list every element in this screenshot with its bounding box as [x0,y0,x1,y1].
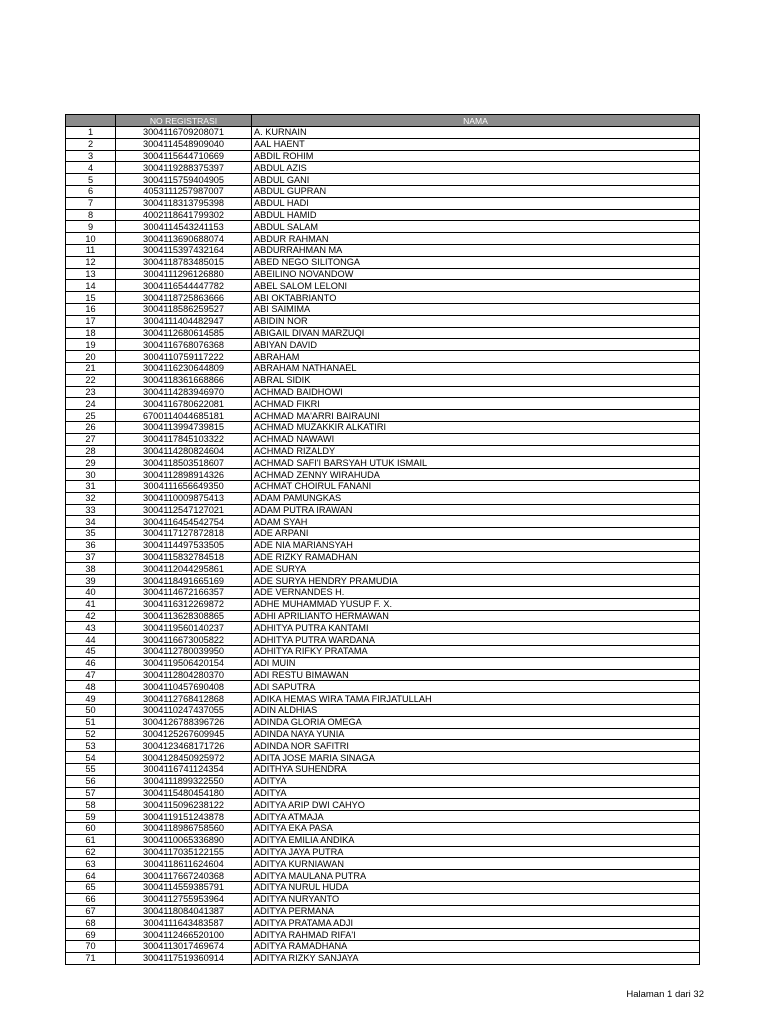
table-row [66,162,700,174]
name-cell: ADE VERNANDES H. [252,587,700,599]
table-row [66,882,700,894]
row-number: 63 [66,858,116,870]
table-row [66,811,700,823]
name-cell: ADITYA RAHMAD RIFA'I [252,929,700,941]
page-number: Halaman 1 dari 32 [626,989,704,1000]
registration-number: 3004119506420154 [116,657,252,669]
registration-number: 3004117035122155 [116,846,252,858]
table-row [66,551,700,563]
registration-number: 3004116780622081 [116,398,252,410]
row-number: 70 [66,940,116,952]
registration-number: 3004118084041387 [116,905,252,917]
table-row [66,256,700,268]
name-cell: ABED NEGO SILITONGA [252,256,700,268]
row-number: 40 [66,587,116,599]
registration-number: 3004112680614585 [116,327,252,339]
row-number: 11 [66,244,116,256]
row-number: 1 [66,127,116,139]
row-number: 43 [66,622,116,634]
row-number: 33 [66,504,116,516]
name-cell: ADITYA KURNIAWAN [252,858,700,870]
row-number: 4 [66,162,116,174]
name-cell: ABRAHAM [252,351,700,363]
table-row [66,421,700,433]
table-body [66,127,700,965]
registration-number: 3004117519360914 [116,952,252,964]
header-row [66,115,700,127]
name-cell: ACHMAD FIKRI [252,398,700,410]
table-row [66,646,700,658]
registration-number: 3004116230644809 [116,362,252,374]
registration-number: 3004116673005822 [116,634,252,646]
registration-number: 3004114283946970 [116,386,252,398]
table-row [66,233,700,245]
registration-number: 4053111257987007 [116,185,252,197]
table-row [66,940,700,952]
row-number: 45 [66,646,116,658]
row-number: 68 [66,917,116,929]
registration-number: 3004118611624604 [116,858,252,870]
name-cell: ADAM PAMUNGKAS [252,492,700,504]
name-cell: ADHITYA PUTRA KANTAMI [252,622,700,634]
table-row [66,528,700,540]
row-number: 32 [66,492,116,504]
table-row [66,197,700,209]
row-number: 27 [66,433,116,445]
table-row [66,504,700,516]
registration-number: 3004112466520100 [116,929,252,941]
registration-number: 3004110009875413 [116,492,252,504]
table-row [66,539,700,551]
registration-number: 3004118503518607 [116,457,252,469]
row-number: 18 [66,327,116,339]
row-number: 5 [66,174,116,186]
name-cell: ABRAL SIDIK [252,374,700,386]
table-row [66,598,700,610]
table-row [66,469,700,481]
table-row [66,740,700,752]
name-cell: ADINDA GLORIA OMEGA [252,716,700,728]
registration-number: 3004114497533505 [116,539,252,551]
table-row [66,846,700,858]
row-number: 21 [66,362,116,374]
table-row [66,587,700,599]
registration-number: 6700114044685181 [116,410,252,422]
table-row [66,386,700,398]
name-cell: ADITYA EMILIA ANDIKA [252,834,700,846]
table-row [66,303,700,315]
row-number: 56 [66,775,116,787]
name-cell: ADAM PUTRA IRAWAN [252,504,700,516]
registration-number: 3004110759117222 [116,351,252,363]
table-row [66,728,700,740]
name-cell: ABI SAIMIMA [252,303,700,315]
row-number: 8 [66,209,116,221]
row-number: 6 [66,185,116,197]
table-row [66,127,700,139]
registration-number: 3004126788396726 [116,716,252,728]
table-row [66,917,700,929]
name-cell: ABDUL AZIS [252,162,700,174]
name-cell: ADE ARPANI [252,528,700,540]
registration-number: 3004115644710669 [116,150,252,162]
row-number: 23 [66,386,116,398]
registration-number: 3004111296126880 [116,268,252,280]
name-cell: ADE SURYA [252,563,700,575]
registration-number: 3004112755953964 [116,893,252,905]
table-row [66,858,700,870]
table-row [66,280,700,292]
row-number: 35 [66,528,116,540]
row-number: 52 [66,728,116,740]
name-cell: ADHITYA PUTRA WARDANA [252,634,700,646]
name-cell: ACHMAD MA'ARRI BAIRAUNI [252,410,700,422]
row-number: 49 [66,693,116,705]
name-cell: ADI RESTU BIMAWAN [252,669,700,681]
row-number: 3 [66,150,116,162]
table-row [66,315,700,327]
registration-table [65,114,700,965]
registration-number: 3004117667240368 [116,870,252,882]
registration-number: 3004119288375397 [116,162,252,174]
registration-number: 3004110457690408 [116,681,252,693]
table-row [66,823,700,835]
registration-number: 3004116454542754 [116,516,252,528]
name-cell: ACHMAT CHOIRUL FANANI [252,480,700,492]
name-cell: ABDURRAHMAN MA [252,244,700,256]
registration-number: 3004118783485015 [116,256,252,268]
row-number: 17 [66,315,116,327]
table-row [66,834,700,846]
table-row [66,209,700,221]
row-number: 57 [66,787,116,799]
name-cell: ADITYA ATMAJA [252,811,700,823]
row-number: 37 [66,551,116,563]
registration-number: 3004118313795398 [116,197,252,209]
name-cell: A. KURNAIN [252,127,700,139]
registration-number: 3004117127872818 [116,528,252,540]
registration-number: 3004123468171726 [116,740,252,752]
table-row [66,929,700,941]
row-number: 31 [66,480,116,492]
registration-number: 3004113628308865 [116,610,252,622]
name-cell: ABDUL HADI [252,197,700,209]
name-cell: ADITYA JAYA PUTRA [252,846,700,858]
name-cell: ABDIL ROHIM [252,150,700,162]
registration-number: 3004112804280370 [116,669,252,681]
row-number: 26 [66,421,116,433]
registration-number: 3004115096238122 [116,799,252,811]
table-row [66,905,700,917]
name-cell: ADHITYA RIFKY PRATAMA [252,646,700,658]
name-cell: ADHE MUHAMMAD YUSUP F. X. [252,598,700,610]
registration-number: 3004118491665169 [116,575,252,587]
table-row [66,799,700,811]
row-number: 24 [66,398,116,410]
table-row [66,433,700,445]
name-cell: ACHMAD MUZAKKIR ALKATIRI [252,421,700,433]
registration-number: 3004111643483587 [116,917,252,929]
row-number: 71 [66,952,116,964]
name-cell: ACHMAD ZENNY WIRAHUDA [252,469,700,481]
table-row [66,622,700,634]
row-number: 44 [66,634,116,646]
row-number: 12 [66,256,116,268]
row-number: 69 [66,929,116,941]
table-row [66,327,700,339]
table-row [66,362,700,374]
table-row [66,705,700,717]
header-no-registrasi: NO REGISTRASI [116,115,252,127]
row-number: 19 [66,339,116,351]
registration-number: 3004114543241153 [116,221,252,233]
name-cell: ADITHYA SUHENDRA [252,764,700,776]
name-cell: ABIYAN DAVID [252,339,700,351]
name-cell: ACHMAD BAIDHOWI [252,386,700,398]
table-row [66,185,700,197]
registration-number: 3004116312269872 [116,598,252,610]
row-number: 7 [66,197,116,209]
row-number: 39 [66,575,116,587]
table-row [66,575,700,587]
registration-number: 3004116741124354 [116,764,252,776]
table-row [66,138,700,150]
name-cell: ACHMAD RIZALDY [252,445,700,457]
table-row [66,268,700,280]
table-row [66,516,700,528]
row-number: 38 [66,563,116,575]
table-row [66,775,700,787]
table-row [66,752,700,764]
registration-number: 3004118986758560 [116,823,252,835]
table-row [66,398,700,410]
table-row [66,174,700,186]
registration-number: 3004110247437055 [116,705,252,717]
row-number: 50 [66,705,116,717]
registration-number: 3004115480454180 [116,787,252,799]
row-number: 2 [66,138,116,150]
registration-number: 3004117845103322 [116,433,252,445]
name-cell: ADITYA EKA PASA [252,823,700,835]
row-number: 55 [66,764,116,776]
name-cell: ADITYA RIZKY SANJAYA [252,952,700,964]
row-number: 20 [66,351,116,363]
name-cell: ADITYA RAMADHANA [252,940,700,952]
table-row [66,374,700,386]
registration-number: 3004112898914326 [116,469,252,481]
row-number: 60 [66,823,116,835]
row-number: 36 [66,539,116,551]
name-cell: ADITYA PERMANA [252,905,700,917]
row-number: 48 [66,681,116,693]
table-row [66,339,700,351]
registration-number: 3004118586259527 [116,303,252,315]
name-cell: ABEL SALOM LELONI [252,280,700,292]
name-cell: ADINDA NOR SAFITRI [252,740,700,752]
row-number: 61 [66,834,116,846]
table-row [66,221,700,233]
table-row [66,952,700,964]
registration-number: 3004112780039950 [116,646,252,658]
table-row [66,563,700,575]
name-cell: ADI MUIN [252,657,700,669]
table-row [66,693,700,705]
row-number: 13 [66,268,116,280]
name-cell: ABRAHAM NATHANAEL [252,362,700,374]
table-row [66,492,700,504]
row-number: 46 [66,657,116,669]
registration-number: 3004114672166357 [116,587,252,599]
registration-number: 3004118361668866 [116,374,252,386]
name-cell: ADE SURYA HENDRY PRAMUDIA [252,575,700,587]
row-number: 29 [66,457,116,469]
table-row [66,150,700,162]
row-number: 53 [66,740,116,752]
row-number: 9 [66,221,116,233]
registration-number: 3004115759404905 [116,174,252,186]
row-number: 15 [66,292,116,304]
registration-number: 3004111404482947 [116,315,252,327]
table-header [66,115,700,127]
registration-number: 3004110065336890 [116,834,252,846]
row-number: 30 [66,469,116,481]
row-number: 59 [66,811,116,823]
name-cell: ADHI APRILIANTO HERMAWAN [252,610,700,622]
row-number: 22 [66,374,116,386]
name-cell: AAL HAENT [252,138,700,150]
row-number: 28 [66,445,116,457]
table-row [66,410,700,422]
row-number: 64 [66,870,116,882]
name-cell: ABEILINO NOVANDOW [252,268,700,280]
table-row [66,681,700,693]
name-cell: ABIGAIL DIVAN MARZUQI [252,327,700,339]
name-cell: ADITYA [252,775,700,787]
table-row [66,669,700,681]
registration-number: 3004114280824604 [116,445,252,457]
registration-number: 3004118725863666 [116,292,252,304]
name-cell: ACHMAD NAWAWI [252,433,700,445]
name-cell: ADE NIA MARIANSYAH [252,539,700,551]
registration-number: 3004119151243878 [116,811,252,823]
row-number: 54 [66,752,116,764]
table-row [66,244,700,256]
row-number: 58 [66,799,116,811]
registration-number: 3004114548909040 [116,138,252,150]
row-number: 16 [66,303,116,315]
name-cell: ADITYA [252,787,700,799]
name-cell: ACHMAD SAFI'I BARSYAH UTUK ISMAIL [252,457,700,469]
name-cell: ABDUL SALAM [252,221,700,233]
row-number: 66 [66,893,116,905]
header-no [66,115,116,127]
row-number: 65 [66,882,116,894]
row-number: 25 [66,410,116,422]
name-cell: ADIN ALDHIAS [252,705,700,717]
table-row [66,870,700,882]
registration-number: 3004115832784518 [116,551,252,563]
name-cell: ADINDA NAYA YUNIA [252,728,700,740]
row-number: 14 [66,280,116,292]
row-number: 10 [66,233,116,245]
table-row [66,657,700,669]
registration-number: 3004125267609945 [116,728,252,740]
name-cell: ADITYA NURYANTO [252,893,700,905]
registration-number: 3004128450925972 [116,752,252,764]
registration-number: 3004116709208071 [116,127,252,139]
row-number: 62 [66,846,116,858]
name-cell: ADITA JOSE MARIA SINAGA [252,752,700,764]
registration-number: 4002118641799302 [116,209,252,221]
registration-number: 3004111899322550 [116,775,252,787]
row-number: 34 [66,516,116,528]
registration-number: 3004115397432164 [116,244,252,256]
table-row [66,610,700,622]
registration-number: 3004113690688074 [116,233,252,245]
header-nama: NAMA [252,115,700,127]
registration-number: 3004113017469674 [116,940,252,952]
registration-number: 3004112547127021 [116,504,252,516]
registration-number: 3004116768076368 [116,339,252,351]
table-row [66,351,700,363]
row-number: 47 [66,669,116,681]
name-cell: ABDUL GANI [252,174,700,186]
registration-number: 3004119560140237 [116,622,252,634]
name-cell: ADITYA MAULANA PUTRA [252,870,700,882]
row-number: 41 [66,598,116,610]
name-cell: ABDUL GUPRAN [252,185,700,197]
table-row [66,480,700,492]
table-row [66,445,700,457]
name-cell: ADAM SYAH [252,516,700,528]
registration-number: 3004113994739815 [116,421,252,433]
row-number: 51 [66,716,116,728]
name-cell: ADITYA ARIP DWI CAHYO [252,799,700,811]
registration-number: 3004112044295861 [116,563,252,575]
name-cell: ADITYA PRATAMA ADJI [252,917,700,929]
row-number: 67 [66,905,116,917]
name-cell: ADITYA NURUL HUDA [252,882,700,894]
registration-number: 3004112768412868 [116,693,252,705]
name-cell: ADI SAPUTRA [252,681,700,693]
table-row [66,457,700,469]
name-cell: ABDUR RAHMAN [252,233,700,245]
name-cell: ADIKA HEMAS WIRA TAMA FIRJATULLAH [252,693,700,705]
table-row [66,716,700,728]
registration-number: 3004116544447782 [116,280,252,292]
name-cell: ADE RIZKY RAMADHAN [252,551,700,563]
table-row [66,292,700,304]
name-cell: ABDUL HAMID [252,209,700,221]
registration-number: 3004114559385791 [116,882,252,894]
registration-number: 3004111656649350 [116,480,252,492]
table-row [66,893,700,905]
name-cell: ABIDIN NOR [252,315,700,327]
table-row [66,787,700,799]
table-row [66,764,700,776]
row-number: 42 [66,610,116,622]
table-row [66,634,700,646]
name-cell: ABI OKTABRIANTO [252,292,700,304]
